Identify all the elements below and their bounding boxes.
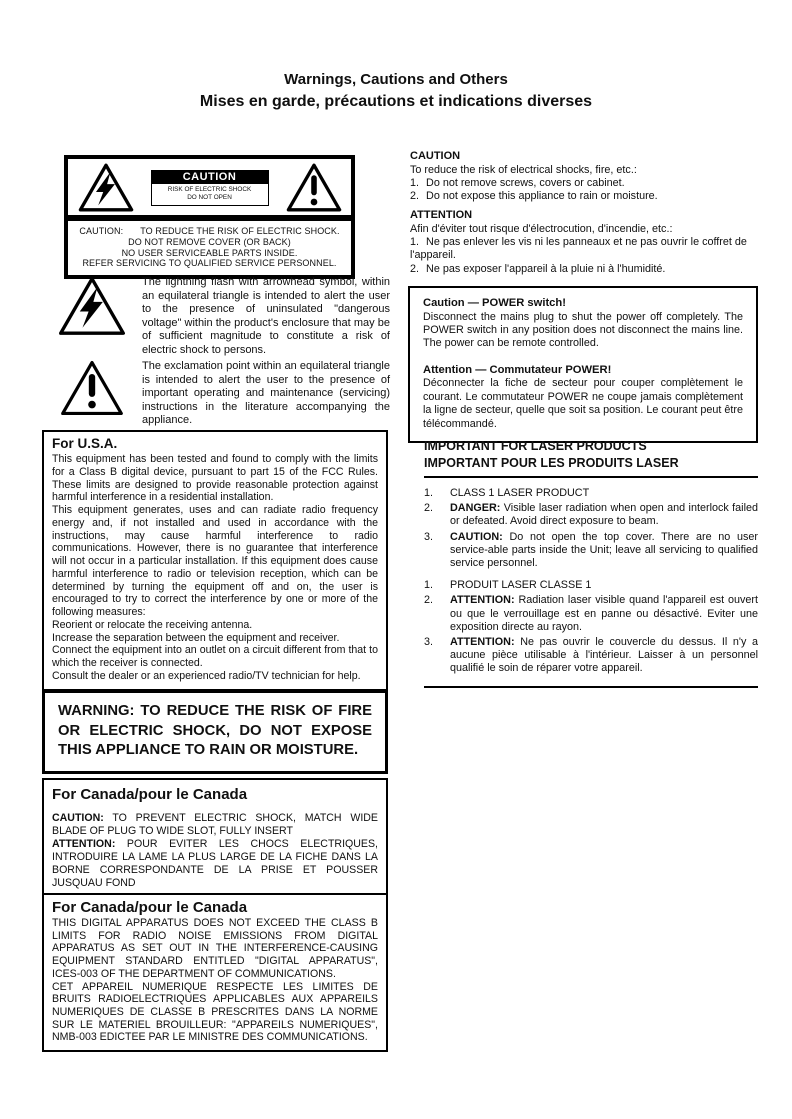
for-canada-title: For Canada/pour le Canada bbox=[52, 786, 248, 803]
risk-of-electric-shock-text: RISK OF ELECTRIC SHOCK bbox=[167, 185, 252, 193]
usa-paragraph: Connect the equipment into an outlet on a circuit different from that to which the receiver is connected. bbox=[52, 644, 378, 669]
exclamation-triangle-icon bbox=[55, 360, 129, 428]
power-attention-text: Déconnecter la fiche de secteur pour couper complètement le courant. Le commutateur POWER ne coupe jamais complètement la ligne de secteur, quelle que soit sa position. Le courant peut être télécommandé. bbox=[423, 377, 743, 430]
power-caution-text: Disconnect the mains plug to shut the power off completely. The POWER switch in any position does not disconnect the mains line. The power can be remote controlled. bbox=[423, 310, 743, 350]
caution-item: 2. Do not expose this appliance to rain or moisture. bbox=[410, 190, 658, 203]
caution-plate-line-4: REFER SERVICING TO QUALIFIED SERVICE PERSONNEL. bbox=[82, 258, 337, 269]
for-canada-title: For Canada/pour le Canada bbox=[52, 899, 248, 916]
power-caution-heading: Caution — POWER switch! bbox=[423, 297, 566, 309]
usa-paragraph: Consult the dealer or an experienced radio/TV technician for help. bbox=[52, 669, 361, 682]
caution-plate-symbols-row bbox=[68, 159, 351, 215]
page-title-french: Mises en garde, précautions et indications diverses bbox=[199, 93, 593, 110]
for-usa-box bbox=[42, 430, 388, 691]
lightning-symbol-text: The lightning flash with arrowhead symbol, within an equilateral triangle is intended to alert the user to the presence of uninsulated "dangerous voltage" within the product's enclosure that may be of sufficient magnitude to constitute a risk of electric shock to persons. bbox=[142, 276, 390, 356]
for-canada-box-1 bbox=[42, 778, 388, 899]
caution-intro: To reduce the risk of electrical shocks, fire, etc.: bbox=[410, 164, 637, 176]
do-not-open-text: DO NOT OPEN bbox=[187, 193, 232, 201]
caution-plate-line-3: NO USER SERVICEABLE PARTS INSIDE. bbox=[121, 247, 298, 258]
caution-mini-body bbox=[151, 184, 269, 206]
laser-item: 1. PRODUIT LASER CLASSE 1 bbox=[424, 579, 592, 592]
laser-list-french bbox=[424, 579, 758, 675]
caution-item: 1. Do not remove screws, covers or cabinet. bbox=[410, 177, 625, 190]
attention-item: 2. Ne pas exposer l'appareil à la pluie ni à l'humidité. bbox=[410, 262, 666, 275]
laser-item: 3. ATTENTION: Ne pas ouvrir le couvercle du dessus. Il n'y a aucune pièce utilisable à l'intérieur. Laisser à un personnel qualifié le soin de réparer votre appareil. bbox=[424, 636, 758, 675]
canada-attention-paragraph: ATTENTION: POUR EVITER LES CHOCS ELECTRIQUES, INTRODUIRE LA LAME LA PLUS LARGE DE LA FICHE DANS LA BORNE CORRESPONDANTE DE LA PRISE ET POUSSER JUSQUAU FOND bbox=[52, 837, 378, 889]
caution-plate-text bbox=[68, 221, 351, 275]
caution-plate-line-1: CAUTION: TO REDUCE THE RISK OF ELECTRIC SHOCK. bbox=[79, 226, 340, 236]
caution-section-english bbox=[410, 150, 758, 204]
for-usa-title: For U.S.A. bbox=[52, 436, 118, 451]
power-attention-heading: Attention — Commutateur POWER! bbox=[423, 363, 612, 376]
laser-heading-french: IMPORTANT POUR LES PRODUITS LASER bbox=[424, 455, 679, 470]
attention-section-french bbox=[410, 209, 758, 276]
laser-item: 1. CLASS 1 LASER PRODUCT bbox=[424, 487, 590, 499]
lightning-symbol-explanation bbox=[55, 276, 390, 358]
canada-nmb-paragraph: CET APPAREIL NUMERIQUE RESPECTE LES LIMITES DE BRUITS RADIOELECTRIQUES APPLICABLES AUX APPAREILS NUMERIQUES DE CLASSE B PRESCRITES DANS LA NORME SUR LE MATERIEL BROUILLEUR: "APPAREILS NUMERIQUES", NMB-003 EDICTEE PAR LE MINISTRE DES COMMUNICATIONS. bbox=[52, 980, 378, 1044]
page-title-english: Warnings, Cautions and Others bbox=[284, 71, 508, 88]
lightning-bolt-triangle-icon bbox=[55, 276, 129, 358]
laser-heading-english: IMPORTANT FOR LASER PRODUCTS bbox=[424, 439, 647, 453]
usa-paragraph: Reorient or relocate the receiving antenna. bbox=[52, 618, 253, 631]
caution-plate-line-2: DO NOT REMOVE COVER (OR BACK) bbox=[128, 236, 291, 247]
canada-ices-paragraph: THIS DIGITAL APPARATUS DOES NOT EXCEED THE CLASS B LIMITS FOR RADIO NOISE EMISSIONS FROM DIGITAL APPARATUS AS SET OUT IN THE INTERFERENCE-CAUSING EQUIPMENT STANDARD ENTITLED "DIGITAL APPARATUS", ICES-003 OF THE DEPARTMENT OF COMMUNICATIONS. bbox=[52, 917, 378, 980]
exclamation-symbol-explanation bbox=[55, 360, 390, 428]
exclamation-triangle-icon bbox=[286, 163, 342, 212]
attention-intro: Afin d'éviter tout risque d'électrocution, d'incendie, etc.: bbox=[410, 223, 673, 235]
laser-item: 3. CAUTION: Do not open the top cover. There are no user service-able parts inside the Unit; leave all servicing to qualified service personnel. bbox=[424, 530, 758, 570]
power-switch-box bbox=[408, 286, 758, 443]
laser-item: 2. DANGER: Visible laser radiation when open and interlock failed or defeated. Avoid direct exposure to beam. bbox=[424, 502, 758, 528]
laser-products-section bbox=[424, 438, 758, 688]
caution-heading: CAUTION bbox=[410, 150, 461, 162]
attention-heading: ATTENTION bbox=[410, 209, 473, 221]
warning-box: WARNING: TO REDUCE THE RISK OF FIRE OR ELECTRIC SHOCK, DO NOT EXPOSE THIS APPLIANCE TO RAIN OR MOISTURE. bbox=[42, 690, 388, 774]
usa-paragraph: This equipment has been tested and found to comply with the limits for a Class B digital device, pursuant to part 15 of the FCC Rules. These limits are designed to provide reasonable protection against harmful interference in a residential installation. bbox=[52, 453, 378, 504]
usa-paragraph: This equipment generates, uses and can radiate radio frequency energy and, if not installed and used in accordance with the instructions, may cause harmful interference to radio communications. However, there is no guarantee that interference will not occur in a particular installation. If this equipment does cause harmful interference to radio or television reception, which can be determined by turning the equipment off and on, the user is encouraged to try to correct the interference by one or more of the following measures: bbox=[52, 504, 378, 618]
caution-mini-header: CAUTION bbox=[151, 170, 269, 184]
laser-section-end-rule bbox=[424, 686, 758, 688]
for-canada-box-2 bbox=[42, 893, 388, 1052]
page-title bbox=[0, 69, 792, 113]
laser-list-english bbox=[424, 487, 758, 570]
laser-heading-rule bbox=[424, 476, 758, 478]
laser-item: 2. ATTENTION: Radiation laser visible quand l'appareil est ouvert ou que le verrouillage est en panne ou désactivé. Eviter une exposition directe au rayon. bbox=[424, 594, 758, 633]
caution-mini-label bbox=[151, 170, 269, 206]
attention-item: 1. Ne pas enlever les vis ni les panneaux et ne pas ouvrir le coffret de l'appareil. bbox=[410, 236, 747, 262]
canada-caution-paragraph: CAUTION: TO PREVENT ELECTRIC SHOCK, MATCH WIDE BLADE OF PLUG TO WIDE SLOT, FULLY INSERT bbox=[52, 812, 378, 837]
caution-label-plate bbox=[64, 155, 355, 279]
usa-paragraph: Increase the separation between the equipment and receiver. bbox=[52, 631, 340, 644]
exclamation-symbol-text: The exclamation point within an equilateral triangle is intended to alert the user to the presence of important operating and maintenance (servicing) instructions in the literature accompanying the appliance. bbox=[142, 360, 390, 427]
lightning-bolt-triangle-icon bbox=[78, 163, 134, 212]
